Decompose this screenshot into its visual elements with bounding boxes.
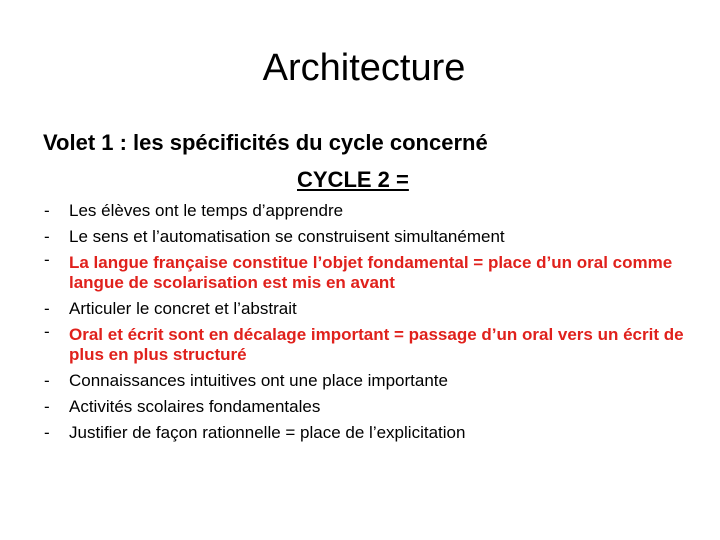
bullet-dash: - <box>44 299 50 318</box>
bullet-dash: - <box>44 397 50 416</box>
list-item <box>40 198 710 224</box>
list-item <box>40 368 710 394</box>
list-item <box>40 394 710 420</box>
bullet-text: Activités scolaires fondamentales <box>69 397 321 416</box>
bullet-text: Les élèves ont le temps d’apprendre <box>69 201 344 220</box>
bullet-text: Oral et écrit sont en décalage important = passage d’un oral vers un écrit de plus en plus structuré <box>69 325 684 364</box>
bullet-text: Connaissances intuitives ont une place importante <box>69 371 448 390</box>
bullet-text: Justifier de façon rationnelle = place de l’explicitation <box>69 423 466 442</box>
bullet-dash: - <box>44 201 50 220</box>
bullet-text: La langue française constitue l’objet fondamental = place d’un oral comme langue de scolarisation est mis en avant <box>69 253 673 292</box>
list-item <box>40 296 710 322</box>
slide-title: Architecture <box>262 47 466 89</box>
bullet-text: Le sens et l’automatisation se construisent simultanément <box>69 227 505 246</box>
bullet-dash: - <box>44 322 50 341</box>
bullet-dash: - <box>44 423 50 442</box>
list-item <box>40 322 710 368</box>
list-item <box>40 420 710 446</box>
cycle-heading: CYCLE 2 = <box>297 167 409 192</box>
bullet-list <box>40 198 710 446</box>
list-item <box>40 250 710 296</box>
list-item <box>40 224 710 250</box>
bullet-dash: - <box>44 371 50 390</box>
bullet-dash: - <box>44 250 50 269</box>
bullet-text: Articuler le concret et l’abstrait <box>69 299 297 318</box>
slide-subtitle: Volet 1 : les spécificités du cycle concerné <box>43 130 488 155</box>
bullet-dash: - <box>44 227 50 246</box>
